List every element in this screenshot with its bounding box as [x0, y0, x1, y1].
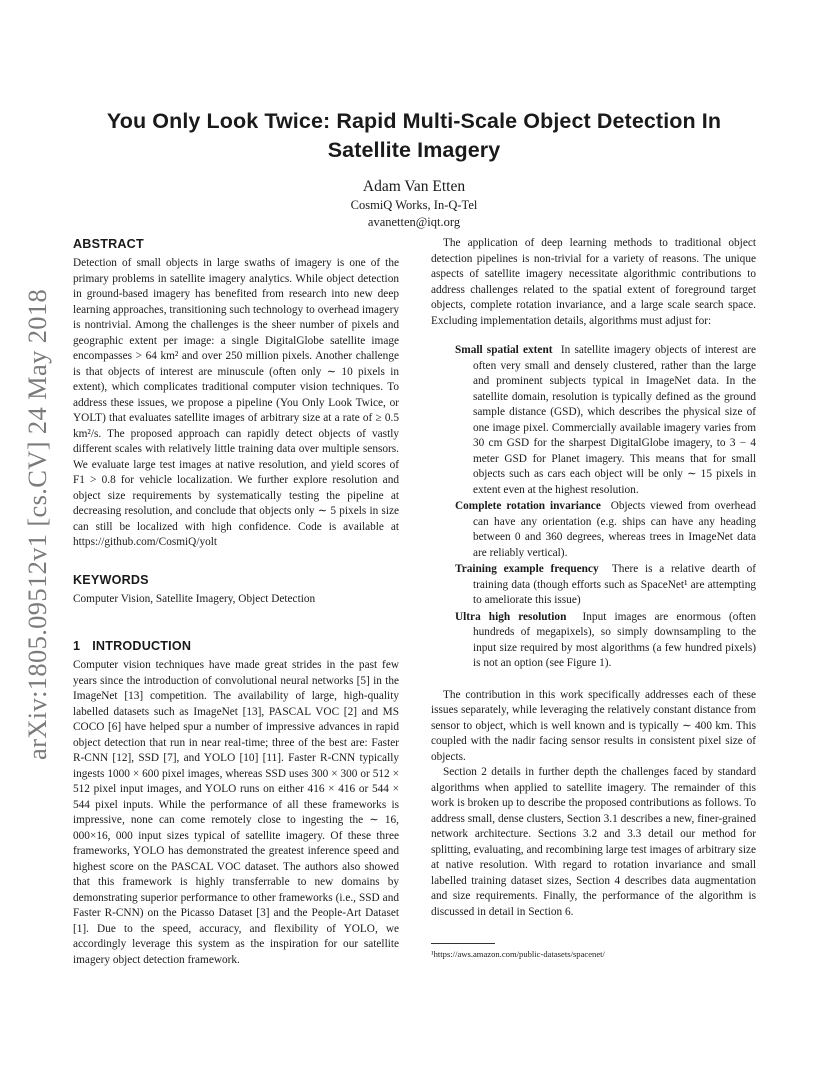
section-number: 1: [73, 639, 81, 653]
list-item-title: Ultra high resolution: [455, 610, 567, 623]
author-affiliation: CosmiQ Works, In-Q-Tel: [350, 198, 478, 212]
author-name: Adam Van Etten: [362, 178, 466, 195]
list-item-title: Training example frequency: [455, 563, 599, 575]
list-item-title: Small spatial extent: [455, 344, 553, 356]
list-item-text: Objects viewed from overhead can have any orientation (e.g. ships can have any heading between 0 and 360 degrees, whereas trees in ImageNet data are reliably vertical).: [473, 500, 756, 559]
list-item: [455, 499, 756, 561]
list-item: [455, 610, 756, 672]
list-item-text: There is a relative dearth of training data (though efforts such as SpaceNet¹ are attempting to ameliorate this issue): [473, 563, 756, 606]
footnote-rule: [431, 943, 495, 944]
left-column: [73, 236, 399, 968]
challenge-list: [455, 343, 756, 672]
list-item: [455, 343, 756, 498]
section-title: INTRODUCTION: [92, 639, 192, 653]
list-item: [455, 562, 756, 609]
list-item-title: Complete rotation invariance: [455, 500, 601, 512]
body-paragraph: The contribution in this work specifically addresses each of these issues separately, while leveraging the relatively constant distance from sensor to object, which is well known and is typically ∼ 400 km. This coupled with the nadir facing sensor results in consistent pixel size of objects.: [431, 688, 756, 763]
body-paragraph: The application of deep learning methods to traditional object detection pipelines is non-trivial for a variety of reasons. The unique aspects of satellite imagery necessitate algorithmic contributions to address challenges related to the spatial extent of foreground target objects, complete rotation invariance, and a large scale search space. Excluding implementation details, algorithms must adjust for:: [431, 237, 756, 327]
list-item-text: In satellite imagery objects of interest are often very small and densely clustered, rather than the large and prominent subjects typical in ImageNet data. In the satellite domain, resolution is typically defined as the ground sample distance (GSD), which describes the physical size of one image pixel. Commercially available imagery varies from 30 cm GSD for the sharpest DigitalGlobe imagery, to 3 − 4 meter GSD for Planet imagery. This means that for small objects such as cars each object will be only ∼ 15 pixels in extent even at the highest resolution.: [473, 344, 756, 496]
introduction-heading: [73, 638, 399, 654]
right-column: [431, 236, 756, 920]
body-paragraph: Section 2 details in further depth the challenges faced by standard algorithms when applied to satellite imagery. The remainder of this work is broken up to describe the proposed contributions as follows. To address small, dense clusters, Section 3.1 describes a new, finer-grained network architecture. Sections 3.2 and 3.3 detail our method for splitting, evaluating, and recombining large test images of arbitrary size at native resolution. With regard to rotation invariance and small labelled training dataset sizes, Section 4 describes data augmentation and size requirements. Finally, the performance of the algorithm is discussed in detail in Section 6.: [431, 766, 756, 918]
author-email: avanetten@iqt.org: [367, 215, 461, 229]
arxiv-identifier: arXiv:1805.09512v1 [cs.CV] 24 May 2018: [22, 288, 52, 760]
paper-title: You Only Look Twice: Rapid Multi-Scale Object Detection In Satellite Imagery: [106, 109, 722, 162]
abstract-text: Detection of small objects in large swaths of imagery is one of the primary problems in satellite imagery analytics. While object detection in ground-based imagery has benefited from research into new deep learning approaches, transitioning such technology to overhead imagery is nontrivial. Among the challenges is the sheer number of pixels and geographic extent per image: a single DigitalGlobe satellite image encompasses > 64 km² and over 250 million pixels. Another challenge is that objects of interest are minuscule (often only ∼ 10 pixels in extent), which complicates traditional computer vision techniques. To address these issues, we propose a pipeline (You Only Look Twice, or YOLT) that evaluates satellite images of arbitrary size at a rate of ≥ 0.5 km²/s. The proposed approach can rapidly detect objects of vastly different scales with relatively little training data over multiple sensors. We evaluate large test images at native resolution, and yield scores of F1 > 0.8 for vehicle localization. We further explore resolution and object size requirements by systematically testing the pipeline at decreasing resolution, and conclude that objects only ∼ 5 pixels in size can still be localized with high confidence. Code is available at https://github.com/CosmiQ/yolt: [73, 257, 399, 548]
keywords-text: Computer Vision, Satellite Imagery, Object Detection: [73, 592, 316, 605]
abstract-heading: ABSTRACT: [73, 237, 144, 251]
footnote: ¹https://aws.amazon.com/public-datasets/spacenet/: [431, 949, 605, 959]
list-item-text: Input images are enormous (often hundreds of megapixels), so simply downsampling to the input size required by most algorithms (a few hundred pixels) is not an option (see Figure 1).: [473, 610, 756, 669]
author-block: [200, 177, 628, 231]
introduction-paragraph: Computer vision techniques have made great strides in the past few years since the introduction of convolutional neural networks [5] in the ImageNet [13] competition. The availability of large, high-quality labelled datasets such as ImageNet [13], PASCAL VOC [2] and MS COCO [6] have helped spur a number of impressive advances in rapid object detection that run in near real-time; three of the best are: Faster R-CNN [12], SSD [7], and YOLO [10] [11]. Faster R-CNN typically ingests 1000 × 600 pixel images, whereas SSD uses 300 × 300 or 512 × 512 pixel input images, and YOLO runs on either 416 × 416 or 544 × 544 pixel inputs. While the performance of all these frameworks is impressive, none can come remotely close to ingesting the ∼ 16, 000×16, 000 input sizes typical of satellite imagery. Of these three frameworks, YOLO has demonstrated the greatest inference speed and highest score on the PASCAL VOC dataset. The authors also showed that this framework is highly transferrable to new domains by demonstrating superior performance to other frameworks (i.e., SSD and Faster R-CNN) on the Picasso Dataset [3] and the People-Art Dataset [1]. Due to the speed, accuracy, and flexibility of YOLO, we accordingly leverage this system as the inspiration for our satellite imagery object detection framework.: [73, 659, 399, 966]
keywords-heading: KEYWORDS: [73, 572, 149, 587]
